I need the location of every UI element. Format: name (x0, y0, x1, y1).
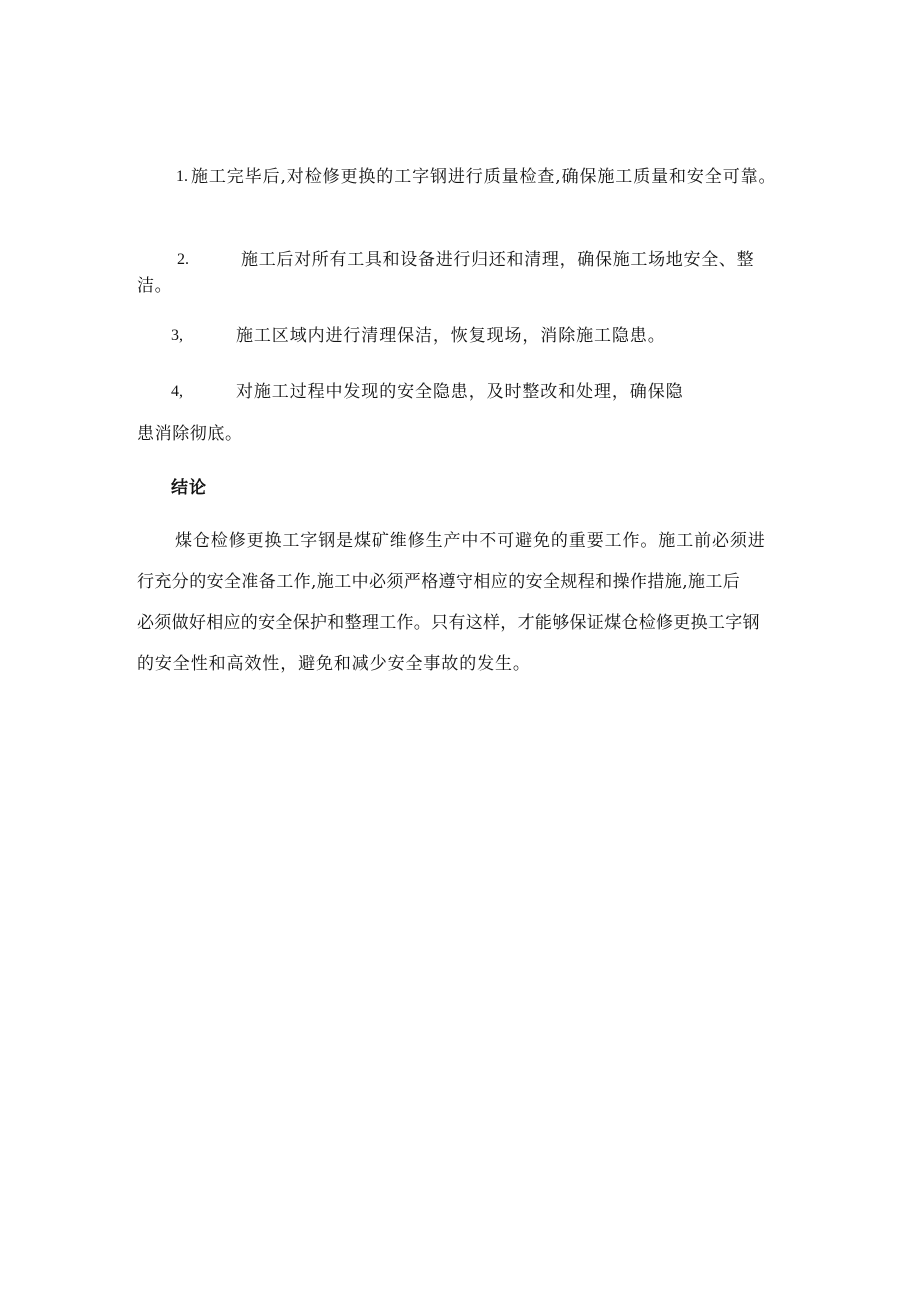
item-2-text-line-2: 洁。 (137, 276, 173, 296)
item-1-text: 施工完毕后,对检修更换的工字钢进行质量检查,确保施工质量和安全可靠。 (191, 167, 777, 187)
item-3-number: 3, (171, 327, 183, 344)
item-1-number: 1. (176, 168, 188, 185)
conclusion-line-2: 行充分的安全准备工作,施工中必须严格遵守相应的安全规程和操作措施,施工后 (137, 572, 741, 592)
conclusion-line-4: 的安全性和高效性，避免和减少安全事故的发生。 (137, 654, 531, 674)
item-3-text: 施工区域内进行清理保洁，恢复现场，消除施工隐患。 (236, 326, 666, 346)
conclusion-line-1: 煤仓检修更换工字钢是煤矿维修生产中不可避免的重要工作。施工前必须进 (175, 531, 766, 551)
conclusion-line-3: 必须做好相应的安全保护和整理工作。只有这样，才能够保证煤仓检修更换工字钢 (137, 613, 760, 633)
item-4-number: 4, (171, 383, 183, 400)
conclusion-heading: 结论 (171, 478, 207, 498)
item-4-text-line-2: 患消除彻底。 (137, 424, 243, 444)
item-2-text-line-1: 施工后对所有工具和设备进行归还和清理，确保施工场地安全、整 (241, 250, 755, 270)
item-2-number: 2. (177, 251, 189, 268)
item-4-text-line-1: 对施工过程中发现的安全隐患，及时整改和处理，确保隐 (236, 382, 684, 402)
